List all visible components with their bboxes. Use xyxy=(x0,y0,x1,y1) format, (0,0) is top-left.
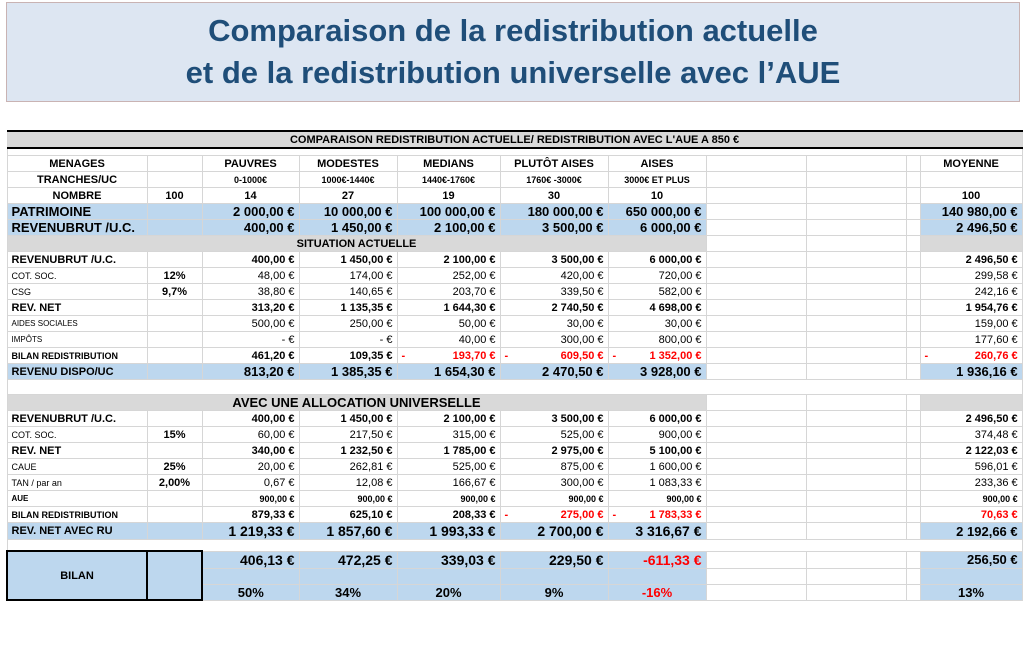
revenu-dispo-cell: 1 385,35 € xyxy=(299,364,397,380)
row-label: REVENUBRUT /U.C. xyxy=(7,252,147,268)
tranches-label: TRANCHES/UC xyxy=(7,172,147,188)
value-cell: 625,10 € xyxy=(299,507,397,523)
revenubrut-top-cell: 6 000,00 € xyxy=(608,220,706,236)
row-label: COT. SOC. xyxy=(7,427,147,443)
value-cell-negative: - 1 352,00 € xyxy=(608,348,706,364)
patrimoine-label: PATRIMOINE xyxy=(7,204,147,220)
rev-net-ru-cell: 2 700,00 € xyxy=(500,523,608,540)
moyenne-cell: 299,58 € xyxy=(920,268,1022,284)
value-cell: 879,33 € xyxy=(202,507,299,523)
param-cell: 25% xyxy=(147,459,202,475)
revenubrut-top-label: REVENUBRUT /U.C. xyxy=(7,220,147,236)
value-cell: 900,00 € xyxy=(299,491,397,507)
bilan-percent-cell: 20% xyxy=(397,584,500,600)
bilan-label: BILAN xyxy=(7,551,147,600)
value-cell: 50,00 € xyxy=(397,316,500,332)
value-cell: 900,00 € xyxy=(500,491,608,507)
row-label: CAUE xyxy=(7,459,147,475)
value-cell: 1 083,33 € xyxy=(608,475,706,491)
value-cell: 800,00 € xyxy=(608,332,706,348)
value-cell: 48,00 € xyxy=(202,268,299,284)
value-cell: 1 450,00 € xyxy=(299,411,397,427)
revenubrut-top-moyenne: 2 496,50 € xyxy=(920,220,1022,236)
value-cell: 582,00 € xyxy=(608,284,706,300)
value-cell-negative: - 275,00 € xyxy=(500,507,608,523)
rev-net-ru-cell: 1 857,60 € xyxy=(299,523,397,540)
value-cell: 875,00 € xyxy=(500,459,608,475)
revenubrut-top-cell: 1 450,00 € xyxy=(299,220,397,236)
value-cell: 900,00 € xyxy=(608,427,706,443)
row-label: AUE xyxy=(7,491,147,507)
rev-net-ru-cell: 1 219,33 € xyxy=(202,523,299,540)
bilan-percent-cell-negative: -16% xyxy=(608,584,706,600)
param-cell: 9,7% xyxy=(147,284,202,300)
value-cell: 30,00 € xyxy=(500,316,608,332)
bilan-amount-cell: 472,25 € xyxy=(299,551,397,568)
bilan-amount-cell-negative: -611,33 € xyxy=(608,551,706,568)
bilan-amount-cell: 229,50 € xyxy=(500,551,608,568)
nombre-moyenne: 100 xyxy=(920,188,1022,204)
revenu-dispo-cell: 3 928,00 € xyxy=(608,364,706,380)
header-aises: AISES xyxy=(608,156,706,172)
spreadsheet xyxy=(6,130,1024,658)
value-cell-negative: - 609,50 € xyxy=(500,348,608,364)
value-cell: 1 785,00 € xyxy=(397,443,500,459)
moyenne-cell: 2 122,03 € xyxy=(920,443,1022,459)
row-label: REVENUBRUT /U.C. xyxy=(7,411,147,427)
value-cell: 208,33 € xyxy=(397,507,500,523)
row-label: BILAN REDISTRIBUTION xyxy=(7,507,147,523)
value-cell: 2 100,00 € xyxy=(397,252,500,268)
value-cell-negative: - 1 783,33 € xyxy=(608,507,706,523)
revenubrut-top-cell: 3 500,00 € xyxy=(500,220,608,236)
row-label: COT. SOC. xyxy=(7,268,147,284)
value-cell: 900,00 € xyxy=(608,491,706,507)
nombre-param: 100 xyxy=(147,188,202,204)
value-cell: 339,50 € xyxy=(500,284,608,300)
moyenne-cell: 900,00 € xyxy=(920,491,1022,507)
header-menages: MENAGES xyxy=(7,156,147,172)
patrimoine-cell: 2 000,00 € xyxy=(202,204,299,220)
moyenne-cell: 596,01 € xyxy=(920,459,1022,475)
value-cell: 5 100,00 € xyxy=(608,443,706,459)
tranche-cell: 3000€ ET PLUS xyxy=(608,172,706,188)
value-cell: 6 000,00 € xyxy=(608,411,706,427)
value-cell: 30,00 € xyxy=(608,316,706,332)
moyenne-cell: 374,48 € xyxy=(920,427,1022,443)
nombre-cell: 14 xyxy=(202,188,299,204)
page-title-line-2: et de la redistribution universelle avec l’AUE xyxy=(185,55,841,90)
value-cell: - € xyxy=(299,332,397,348)
value-cell: 262,81 € xyxy=(299,459,397,475)
value-cell: 3 500,00 € xyxy=(500,411,608,427)
bilan-amount-moyenne: 256,50 € xyxy=(920,551,1022,568)
bilan-percent-cell: 50% xyxy=(202,584,299,600)
nombre-cell: 10 xyxy=(608,188,706,204)
row-label: REV. NET xyxy=(7,300,147,316)
param-cell: 2,00% xyxy=(147,475,202,491)
header-moyenne: MOYENNE xyxy=(920,156,1022,172)
row-label: TAN / par an xyxy=(7,475,147,491)
header-plutot-aises: PLUTÔT AISES xyxy=(500,156,608,172)
revenu-dispo-cell: 2 470,50 € xyxy=(500,364,608,380)
param-cell: 12% xyxy=(147,268,202,284)
value-cell: 1 135,35 € xyxy=(299,300,397,316)
value-cell: 720,00 € xyxy=(608,268,706,284)
row-label: REV. NET xyxy=(7,443,147,459)
nombre-cell: 30 xyxy=(500,188,608,204)
value-cell: 250,00 € xyxy=(299,316,397,332)
bilan-amount-cell: 339,03 € xyxy=(397,551,500,568)
moyenne-cell: 2 496,50 € xyxy=(920,252,1022,268)
row-label: IMPÔTS xyxy=(7,332,147,348)
moyenne-cell: 1 954,76 € xyxy=(920,300,1022,316)
row-label: BILAN REDISTRIBUTION xyxy=(7,348,147,364)
comparison-table xyxy=(6,130,1023,601)
rev-net-ru-cell: 3 316,67 € xyxy=(608,523,706,540)
moyenne-cell-negative: - 260,76 € xyxy=(920,348,1022,364)
tranche-cell: 1000€-1440€ xyxy=(299,172,397,188)
bilan-amount-cell: 406,13 € xyxy=(202,551,299,568)
section-header-allocation-universelle: AVEC UNE ALLOCATION UNIVERSELLE xyxy=(7,395,706,411)
bilan-percent-cell: 9% xyxy=(500,584,608,600)
value-cell: 4 698,00 € xyxy=(608,300,706,316)
patrimoine-cell: 10 000,00 € xyxy=(299,204,397,220)
revenu-dispo-cell: 813,20 € xyxy=(202,364,299,380)
value-cell: 1 232,50 € xyxy=(299,443,397,459)
revenu-dispo-moyenne: 1 936,16 € xyxy=(920,364,1022,380)
value-cell: 900,00 € xyxy=(202,491,299,507)
tranche-cell: 0-1000€ xyxy=(202,172,299,188)
value-cell: 12,08 € xyxy=(299,475,397,491)
value-cell: 420,00 € xyxy=(500,268,608,284)
value-cell: 109,35 € xyxy=(299,348,397,364)
value-cell: 1 600,00 € xyxy=(608,459,706,475)
rev-net-ru-moyenne: 2 192,66 € xyxy=(920,523,1022,540)
value-cell: 140,65 € xyxy=(299,284,397,300)
revenu-dispo-cell: 1 654,30 € xyxy=(397,364,500,380)
value-cell: 166,67 € xyxy=(397,475,500,491)
value-cell: 2 740,50 € xyxy=(500,300,608,316)
value-cell: 400,00 € xyxy=(202,252,299,268)
section-header-situation-actuelle: SITUATION ACTUELLE xyxy=(7,236,706,252)
value-cell: 300,00 € xyxy=(500,475,608,491)
page-title-line-1: Comparaison de la redistribution actuelle xyxy=(208,13,818,48)
rev-net-ru-label: REV. NET AVEC RU xyxy=(7,523,147,540)
tranche-cell: 1760€ -3000€ xyxy=(500,172,608,188)
value-cell: 2 975,00 € xyxy=(500,443,608,459)
value-cell: 38,80 € xyxy=(202,284,299,300)
value-cell: 3 500,00 € xyxy=(500,252,608,268)
header-medians: MEDIANS xyxy=(397,156,500,172)
nombre-cell: 19 xyxy=(397,188,500,204)
moyenne-cell-negative: 70,63 € xyxy=(920,507,1022,523)
value-cell: 340,00 € xyxy=(202,443,299,459)
header-pauvres: PAUVRES xyxy=(202,156,299,172)
patrimoine-moyenne: 140 980,00 € xyxy=(920,204,1022,220)
moyenne-cell: 233,36 € xyxy=(920,475,1022,491)
revenubrut-top-cell: 400,00 € xyxy=(202,220,299,236)
value-cell-negative: - 193,70 € xyxy=(397,348,500,364)
value-cell: 525,00 € xyxy=(397,459,500,475)
bilan-percent-cell: 34% xyxy=(299,584,397,600)
value-cell: 217,50 € xyxy=(299,427,397,443)
tranche-cell: 1440€-1760€ xyxy=(397,172,500,188)
moyenne-cell: 177,60 € xyxy=(920,332,1022,348)
value-cell: 300,00 € xyxy=(500,332,608,348)
value-cell: 174,00 € xyxy=(299,268,397,284)
value-cell: 2 100,00 € xyxy=(397,411,500,427)
patrimoine-cell: 650 000,00 € xyxy=(608,204,706,220)
nombre-label: NOMBRE xyxy=(7,188,147,204)
value-cell: 1 450,00 € xyxy=(299,252,397,268)
bilan-percent-moyenne: 13% xyxy=(920,584,1022,600)
value-cell: 461,20 € xyxy=(202,348,299,364)
row-label: AIDES SOCIALES xyxy=(7,316,147,332)
patrimoine-cell: 180 000,00 € xyxy=(500,204,608,220)
param-cell: 15% xyxy=(147,427,202,443)
value-cell: 20,00 € xyxy=(202,459,299,475)
title-banner xyxy=(6,2,1020,102)
value-cell: 400,00 € xyxy=(202,411,299,427)
patrimoine-cell: 100 000,00 € xyxy=(397,204,500,220)
header-modestes: MODESTES xyxy=(299,156,397,172)
rev-net-ru-cell: 1 993,33 € xyxy=(397,523,500,540)
value-cell: - € xyxy=(202,332,299,348)
value-cell: 252,00 € xyxy=(397,268,500,284)
value-cell: 1 644,30 € xyxy=(397,300,500,316)
value-cell: 40,00 € xyxy=(397,332,500,348)
value-cell: 313,20 € xyxy=(202,300,299,316)
revenu-dispo-label: REVENU DISPO/UC xyxy=(7,364,147,380)
revenubrut-top-cell: 2 100,00 € xyxy=(397,220,500,236)
value-cell: 60,00 € xyxy=(202,427,299,443)
moyenne-cell: 2 496,50 € xyxy=(920,411,1022,427)
value-cell: 315,00 € xyxy=(397,427,500,443)
nombre-cell: 27 xyxy=(299,188,397,204)
value-cell: 0,67 € xyxy=(202,475,299,491)
value-cell: 525,00 € xyxy=(500,427,608,443)
main-header: COMPARAISON REDISTRIBUTION ACTUELLE/ REDISTRIBUTION AVEC L'AUE A 850 € xyxy=(7,131,1022,148)
value-cell: 203,70 € xyxy=(397,284,500,300)
row-label: CSG xyxy=(7,284,147,300)
value-cell: 6 000,00 € xyxy=(608,252,706,268)
moyenne-cell: 159,00 € xyxy=(920,316,1022,332)
moyenne-cell: 242,16 € xyxy=(920,284,1022,300)
value-cell: 500,00 € xyxy=(202,316,299,332)
value-cell: 900,00 € xyxy=(397,491,500,507)
